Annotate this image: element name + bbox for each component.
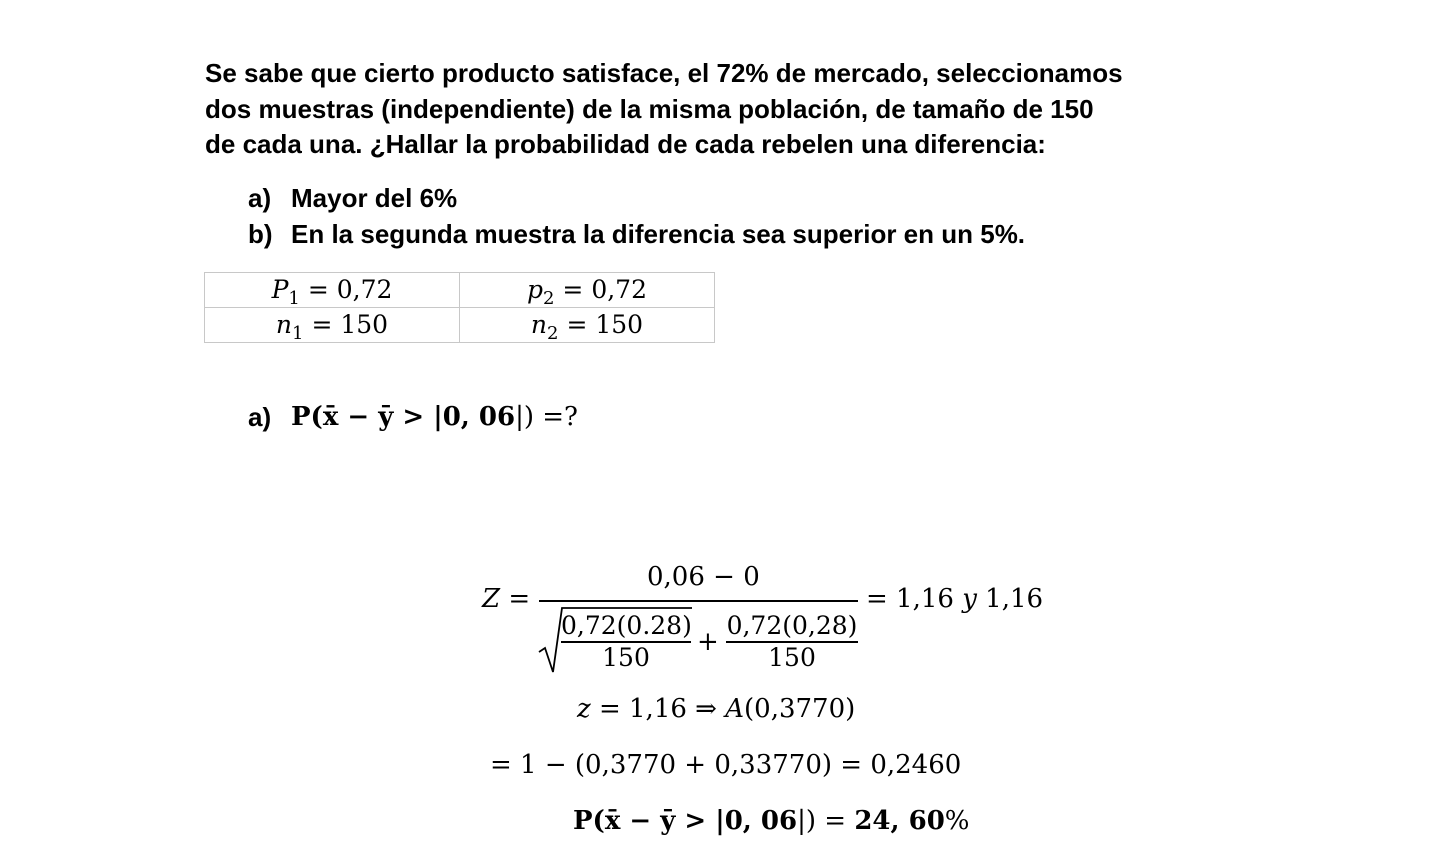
question-text: En la segunda muestra la diferencia sea superior en un 5%. xyxy=(291,218,1026,249)
question-item-a xyxy=(248,181,1025,217)
question-label: b) xyxy=(248,218,273,249)
question-list xyxy=(248,181,1025,252)
question-label: a) xyxy=(248,183,272,213)
parameters-table xyxy=(204,272,715,343)
problem-statement xyxy=(205,56,1265,163)
fraction-1: 0,72(0.28) 150 xyxy=(561,611,692,672)
probability-line: = 1 − (0,3770 + 0,33770) = 0,2460 xyxy=(490,750,962,780)
z-numerator: 0,06 − 0 xyxy=(647,562,760,592)
z-value-line: z = 1,16 ⇒ A(0,3770) xyxy=(577,694,856,724)
final-answer: P(x̄ − ȳ > |0, 06|) = 24, 60% xyxy=(573,806,970,836)
fraction-bar xyxy=(539,600,858,602)
table-row xyxy=(205,273,715,308)
question-a-expression: a) P(x̄ − ȳ > |0, 06|) =? xyxy=(248,401,578,432)
z-lhs: Z = xyxy=(482,584,531,614)
param-p1: $P_1 = 0,72$ xyxy=(205,273,460,308)
table-row xyxy=(205,308,715,343)
problem-line-1: Se sabe que cierto producto satisface, el 72% de mercado, seleccionamos xyxy=(205,58,1123,88)
problem-line-3: de cada una. ¿Hallar la probabilidad de cada rebelen una diferencia: xyxy=(205,129,1046,159)
param-n1: $n_1 = 150$ xyxy=(205,308,460,343)
z-result: = 1,16 y 1,16 xyxy=(866,584,1044,614)
param-n2: $n_2 = 150$ xyxy=(460,308,715,343)
param-p2: $p_2 = 0,72$ xyxy=(460,273,715,308)
question-text: Mayor del 6% xyxy=(291,183,458,213)
plus-sign: + xyxy=(697,627,719,657)
fraction-2: 0,72(0,28) 150 xyxy=(726,611,858,672)
problem-line-2: dos muestras (independiente) de la misma población, de tamaño de 150 xyxy=(205,93,1094,124)
question-label: a) xyxy=(248,401,272,432)
question-item-b xyxy=(248,217,1025,253)
